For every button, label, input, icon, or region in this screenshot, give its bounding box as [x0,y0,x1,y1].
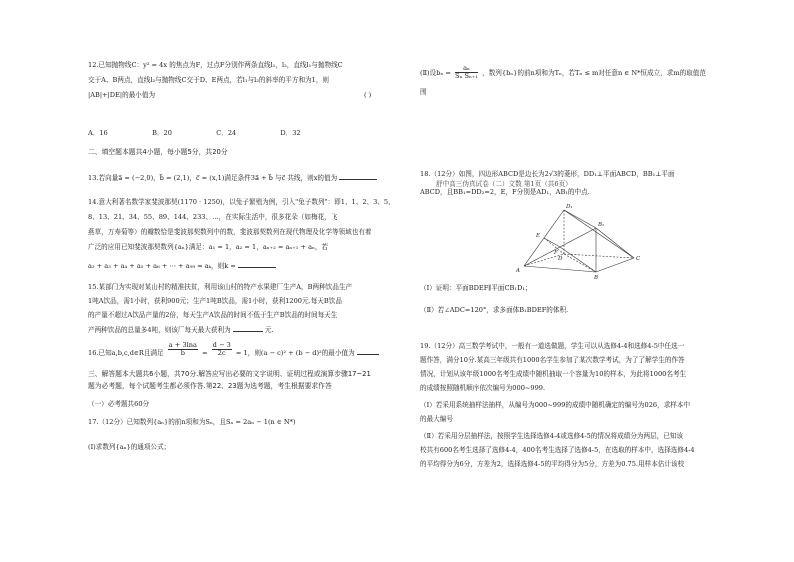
q16-fraction-1 [168,342,198,357]
q15-line1: 15.某部门为实现对某山村的精准扶贫，利用该山村的特产水果建厂生产A，B两种饮品生产 [88,283,353,291]
q13 [88,173,377,183]
q14-line2: 8、13、21、34、55、89、144、233、…，在实际生活中，很多花朵（如梅花，飞 [88,213,338,221]
edge-a-b [524,266,596,272]
q15-line4 [88,325,274,335]
q17-frac-numerator: aₙ [455,65,478,73]
label-d1: D₁ [566,204,573,210]
q16-prefix: 16.已知a,b,c,d∈R且满足 [88,349,164,357]
q13-text: 13.若向量a⃗ = (−2,0)，b⃗ = (2,1)，c⃗ = (x,1)满足条件3a⃗ + b⃗ 与c⃗ 共线，则x的值为 [88,174,338,182]
q19-line4: 的成绩按照随机顺序依次编号为000~999. [420,384,546,392]
q17-part2-fraction [455,65,478,80]
subsection-required: （一）必考题共60分 [88,400,150,408]
q19-line3: 情况，计划从该年级1000名考生成绩中随机抽取一个容量为10的样本，为此将1000名考生 [420,370,687,378]
q16-equals: = [202,349,208,357]
label-b: B [594,275,599,280]
section3-line1: 三、解答题本大题共6小题，共70分.解答应写出必要的文字说明、证明过程或演算步骤17~21 [88,370,371,378]
section3-line2: 题为必考题，每个试题考生都必须作答.第22、23题为选考题，考生根据要求作答 [88,382,332,390]
section2-heading: 二、填空题本题共4小题，每小题5分，共20分 [88,148,228,156]
label-c: C [636,256,641,262]
edge-d-b [564,254,596,272]
q19-part2-line2: 校共有600名考生选择了选修4-4，400名考生选择了选修4-5，在选取的样本中，选择选修4-4 [420,446,695,454]
q16-answer-blank [357,348,379,355]
q12-line1: 12.已知抛物线C：y² = 4x 的焦点为F，过点F分别作两条直线l₁，l₂，直线l₁与抛物线C [88,61,343,69]
q19-line1: 19.（12分）高三数学考试中，一般有一道选做题，学生可以从选修4-4和选修4-5中任选一 [420,342,685,350]
q17-part1: (Ⅰ)求数列{aₙ}的通项公式； [88,443,171,451]
label-a: A [516,268,520,274]
q16-frac1-numerator: a + 3lna [168,341,197,349]
label-d: D [558,256,563,262]
q17-part2-suffix: ，数列{bₙ}的前n项和为Tₙ，若Tₙ ≤ m对任意n ∈ N*恒成立，求m的取值范 [482,69,706,77]
edge-d1-c [564,210,634,258]
q14-line4: 广泛的应用已知斐波那契数列{aₙ}满足：a₁ = 1，a₂ = 1，aₙ₊₂ = aₙ₊₁ + aₙ，若 [88,243,329,251]
label-f: F [554,250,558,256]
q15-line4-text: 产两种饮品的总量多4吨，则该厂每天最大获利为 [88,326,231,334]
q12-line2: 交于A、B两点，直线l₂与抛物线C交于D、E两点，若l₁与l₂的斜率的平方和为1，则 [88,76,330,84]
edge-e-f [544,238,560,247]
edge-f-b [560,247,596,272]
q14-line5-text: a₂ + a₃ + a₄ + a₅ + a₆ + ⋯ + a₉₉ = aₖ，则k = [88,262,236,270]
q16-suffix: = 1，则(a − c)² + (b − d)²的最小值为 [235,349,355,357]
q12-answer-paren: ( ) [364,91,372,99]
q17: 17.（12分）已知数列{aₙ}的前n项和为Sₙ，且Sₙ = 2aₙ − 1(n ∈ N*) [88,418,296,426]
q16-frac1-denominator: b [180,349,185,357]
edge-b1-c [596,228,634,258]
q15-line3: 的产量不超过A饮品产量的2倍，每天生产A饮品的时间不低于生产B饮品的时间每天生 [88,311,338,319]
polyhedron-figure [512,200,642,280]
q15-answer-blank [233,325,263,332]
q16-frac2-denominator: 2c [217,349,226,357]
q19-part2-line3: 的平均得分为6分，方差为2，选择选修4-5的平均得分为5分，方差为0.75.用样本估计该校 [420,460,685,468]
q17-part2-line2: 围 [420,88,427,96]
q14-line5 [88,261,276,271]
page-footer-overlay: 舒中高三伪真试卷（二）文数 第1页（共6页） [436,180,572,188]
q14-answer-blank [238,261,276,268]
q13-answer-blank [339,173,377,180]
q12-options [88,129,342,138]
q12-option-c: C．24 [216,129,237,137]
q18-part1: （Ⅰ）证明：平面BDEF∥平面CB₁D₁； [420,284,532,292]
q19-part1-line1: （Ⅰ）若采用系统抽样法抽样，从编号为000~999的成绩中随机确定的编号为026，求样本中 [420,401,691,409]
edge-d1-b1 [564,210,596,228]
q12-line3 [88,91,372,100]
q16-frac2-numerator: d − 3 [212,341,231,349]
q14-line3: 燕草，万寿菊等）的瓣数恰是斐波那契数列中的数，斐波那契数列在现代物理及化学等领域也有着 [88,228,372,236]
q17-frac-denominator: Sₙ Sₙ₊₁ [455,72,478,80]
q12-line3-text: |AB|+|DE|的最小值为 [88,91,156,99]
edge-b-c [596,258,634,272]
q12-option-d: D．32 [280,129,301,137]
q15-line4-end: 元. [264,326,274,334]
q16-fraction-2 [212,342,232,357]
label-b1: B₁ [598,222,605,228]
q19-part2-line1: （Ⅱ）若采用分层抽样法，按照学生选择选修4-4或选修4-5的情况将成绩分为两层，已知该 [420,432,684,440]
q16 [88,342,379,357]
q14-line1: 14.意大利著名数学家斐波那契(1170 · 1250)，以兔子繁殖为例，引入"兔子数列"：即1、1、2、3、5、 [88,198,395,206]
q19-line2: 题作答，满分10分.某高三年级共有1000名学生参加了某次数学考试，为了了解学生的作答 [420,356,685,364]
q17-part2-prefix: (Ⅱ)设bₙ = [420,69,451,77]
q17-part2 [420,65,706,80]
q15-line2: 1吨A饮品，需1小时，获利900元；生产1吨B饮品，需1小时，获利1200元.每天B饮品 [88,297,342,305]
q18-part2: （Ⅱ）若∠ADC=120°，求多面体B₁BDEF的体积. [420,306,569,314]
q12-option-a: A．16 [88,129,108,137]
q12-option-b: B．20 [152,129,172,137]
q18-line1: 18.（12分）如图，四边形ABCD是边长为2√3的菱形，DD₁⊥平面ABCD，BB₁⊥平面 [420,170,675,178]
label-e: E [536,233,541,239]
q18-line2: ABCD，且BB₁=DD₂=2，E，F分别是AD₁，AB₁的中点. [420,188,590,196]
q19-part1-line2: 的最大编号 [420,415,453,423]
